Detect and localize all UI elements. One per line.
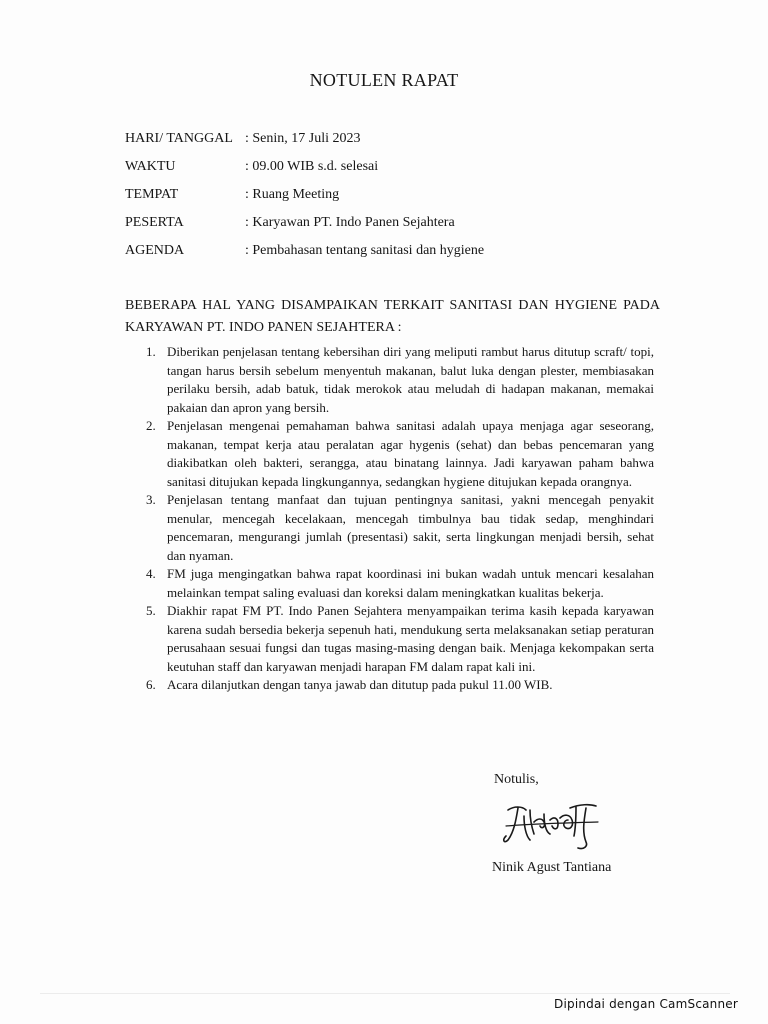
discussion-list [146, 343, 654, 695]
signature-image [500, 796, 620, 856]
scanner-watermark: Dipindai dengan CamScanner [554, 997, 738, 1011]
list-number: 4. [146, 566, 156, 581]
notulis-label: Notulis, [494, 772, 539, 787]
list-number: 5. [146, 603, 156, 618]
info-value: : 09.00 WIB s.d. selesai [245, 159, 379, 174]
list-text: Acara dilanjutkan dengan tanya jawab dan ditutup pada pukul 11.00 WIB. [167, 677, 553, 692]
info-label: WAKTU [125, 159, 176, 174]
list-item [146, 676, 654, 695]
list-item [146, 491, 654, 565]
list-item [146, 602, 654, 676]
info-label: TEMPAT [125, 187, 179, 202]
info-row-participants [125, 214, 685, 242]
signer-name: Ninik Agust Tantiana [492, 860, 612, 875]
list-text: Penjelasan tentang manfaat dan tujuan pentingnya sanitasi, yakni mencegah penyakit menular, mencegah kecelakaan, mencegah timbulnya bau tidak sedap, menghindari pencemaran, mengurangi jumlah (presentasi) sakit, serta lingkungan menjadi bersih, sehat dan nyaman. [167, 492, 654, 563]
info-row-date [125, 130, 685, 158]
info-value: : Pembahasan tentang sanitasi dan hygiene [245, 243, 485, 258]
list-text: Diakhir rapat FM PT. Indo Panen Sejahtera menyampaikan terima kasih kepada karyawan karena sudah bersedia bekerja sepenuh hati, mendukung serta melaksanakan setiap peraturan perusahaan sesuai fungsi dan tugas masing-masing dengan baik. Menjaga kekompakan serta keutuhan staff dan karyawan menjadi harapan FM dalam rapat kali ini. [167, 603, 654, 674]
info-label: AGENDA [125, 243, 185, 258]
list-text: Penjelasan mengenai pemahaman bahwa sanitasi adalah upaya menjaga agar seseorang, makanan, tempat kerja atau peralatan agar hygenis (sehat) dan bebas pencemaran yang diakibatkan oleh bakteri, serangga, atau binatang lainnya. Jadi karyawan paham bahwa sanitasi ditujukan kepada lingkungannya, sedangkan hygiene ditujukan kepada orangnya. [167, 418, 654, 489]
info-row-time [125, 158, 685, 186]
info-label: HARI/ TANGGAL [125, 131, 233, 146]
list-number: 2. [146, 418, 156, 433]
list-item [146, 417, 654, 491]
list-text: FM juga mengingatkan bahwa rapat koordinasi ini bukan wadah untuk mencari kesalahan melainkan tempat saling evaluasi dan koreksi dalam meningkatkan kualitas bekerja. [167, 566, 654, 600]
list-item [146, 565, 654, 602]
section-heading: BEBERAPA HAL YANG DISAMPAIKAN TERKAIT SANITASI DAN HYGIENE PADA KARYAWAN PT. INDO PANEN SEJAHTERA : [125, 298, 660, 335]
info-row-agenda [125, 242, 685, 270]
list-item [146, 343, 654, 417]
list-number: 3. [146, 492, 156, 507]
info-label: PESERTA [125, 215, 184, 230]
scan-divider [40, 993, 730, 994]
list-text: Diberikan penjelasan tentang kebersihan diri yang meliputi rambut harus ditutup scraft/ topi, tangan harus bersih sebelum menyentuh makanan, balut luka dengan plester, membiasakan perilaku bersih, adab batuk, tidak merokok atau meludah di hadapan makanan, memakai pakaian dan apron yang bersih. [167, 344, 654, 415]
info-value: : Senin, 17 Juli 2023 [245, 131, 361, 146]
info-value: : Karyawan PT. Indo Panen Sejahtera [245, 215, 455, 230]
meeting-info [125, 130, 685, 270]
list-number: 1. [146, 344, 156, 359]
info-row-place [125, 186, 685, 214]
document-title: NOTULEN RAPAT [309, 70, 459, 90]
list-number: 6. [146, 677, 156, 692]
info-value: : Ruang Meeting [245, 187, 340, 202]
